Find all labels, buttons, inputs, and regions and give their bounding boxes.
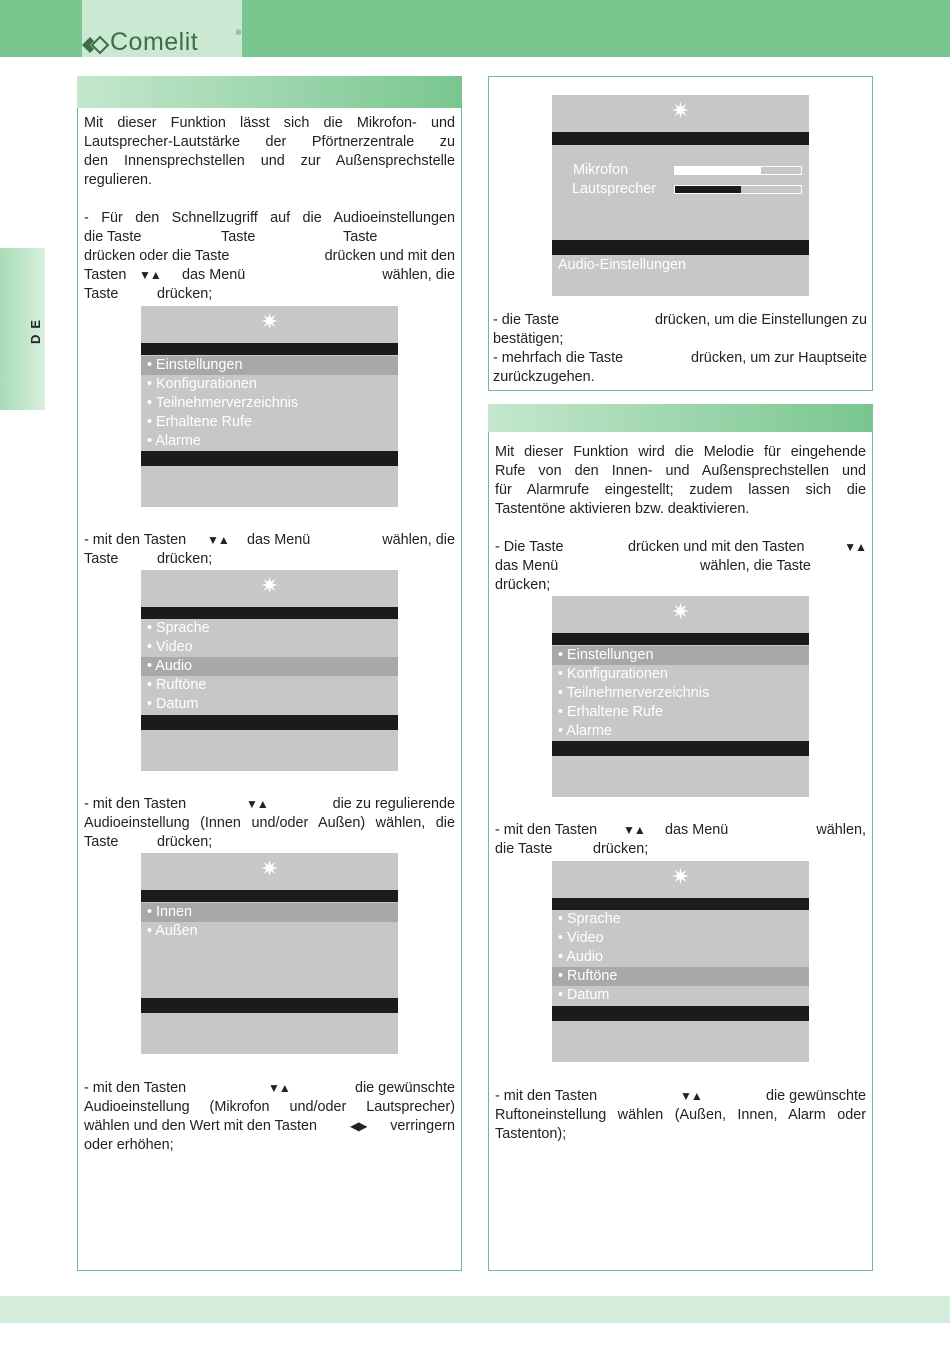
menu-item[interactable]: • Video xyxy=(147,639,193,655)
text-fragment: - mit den Tasten xyxy=(495,822,598,838)
intro-line: regulieren. xyxy=(84,172,152,188)
menu-item-selected[interactable]: • Einstellungen xyxy=(141,356,398,375)
step-line xyxy=(495,821,866,840)
text-fragment: das Menü xyxy=(247,532,311,548)
step-line: Tastenton); xyxy=(495,1126,567,1142)
menu-item-selected[interactable]: • Audio xyxy=(141,657,398,676)
step-line xyxy=(84,550,455,569)
step-line xyxy=(84,266,455,285)
screen-status-bar xyxy=(552,1006,809,1021)
screen-title-bar xyxy=(552,633,809,645)
step-line xyxy=(495,1087,866,1106)
text-fragment: - mit den Tasten xyxy=(84,796,187,812)
text-fragment: Taste xyxy=(84,286,119,302)
device-screen-main-menu xyxy=(141,306,398,507)
menu-item-selected[interactable]: • Innen xyxy=(141,903,398,922)
screen-status-bar xyxy=(552,240,809,255)
text-fragment: wählen, die xyxy=(382,532,455,548)
step-line xyxy=(84,228,455,247)
left-step2-text xyxy=(84,531,455,569)
step-line: Ruftoneinstellung wählen (Außen, Innen, Alarm oder xyxy=(495,1107,866,1123)
text-fragment: drücken; xyxy=(593,841,649,857)
text-fragment: drücken und mit den xyxy=(324,248,455,264)
step-line xyxy=(84,1117,455,1136)
text-fragment: wählen, xyxy=(816,822,866,838)
speaker-label: Lautsprecher xyxy=(572,181,656,197)
menu-item[interactable]: • Datum xyxy=(558,987,610,1003)
text-fragment: Taste xyxy=(343,229,378,245)
text-fragment: das Menü xyxy=(182,267,246,283)
intro-line: den Innensprechstellen und zur Außensprechstelle xyxy=(84,153,455,169)
screen-title-bar xyxy=(141,890,398,902)
screen-status-bar xyxy=(552,741,809,756)
step-line xyxy=(84,795,455,814)
text-fragment: - mehrfach die Taste xyxy=(493,350,624,366)
text-fragment: die Taste xyxy=(84,229,142,245)
brand-registered-mark: ® xyxy=(236,30,242,37)
device-screen-audio-settings xyxy=(552,95,809,296)
menu-item[interactable]: • Teilnehmerverzeichnis xyxy=(558,685,710,701)
star-burst-icon: ✷ xyxy=(260,856,279,881)
text-fragment: die Taste xyxy=(495,841,553,857)
step-line: oder erhöhen; xyxy=(84,1137,174,1153)
star-burst-icon: ✷ xyxy=(671,98,690,123)
text-fragment: Taste xyxy=(221,229,256,245)
left-step3-text xyxy=(84,795,455,852)
screen-title-bar xyxy=(552,132,809,145)
step-line: bestätigen; xyxy=(493,331,564,347)
side-tab-label-wrap xyxy=(28,314,48,354)
text-fragment: drücken, um zur Hauptseite xyxy=(691,350,867,366)
screen-status-bar xyxy=(141,715,398,730)
speaker-level-bar[interactable] xyxy=(674,185,802,194)
menu-item[interactable]: • Sprache xyxy=(147,620,210,636)
text-fragment: wählen, die xyxy=(382,267,455,283)
text-fragment: Taste xyxy=(84,551,119,567)
mic-level-fill xyxy=(675,167,761,174)
up-down-arrows-icon: ▼▲ xyxy=(139,268,161,282)
text-fragment: wählen, die Taste xyxy=(700,558,811,574)
brand-logo-text: Comelit xyxy=(110,28,199,56)
up-down-arrows-icon: ▼▲ xyxy=(623,823,645,837)
step-line: Audioeinstellung (Innen und/oder Außen) wählen, die xyxy=(84,815,455,831)
menu-item[interactable]: • Alarme xyxy=(147,433,201,449)
text-fragment: die gewünschte xyxy=(765,1088,866,1104)
side-tab-label: DE xyxy=(28,313,43,344)
menu-item[interactable]: • Ruftöne xyxy=(147,677,207,693)
text-fragment: drücken oder die Taste xyxy=(84,248,230,264)
mic-label: Mikrofon xyxy=(573,162,629,178)
device-screen-settings-menu xyxy=(141,570,398,771)
right-intro-text xyxy=(495,443,866,519)
star-burst-icon: ✷ xyxy=(260,309,279,334)
right-step3-text xyxy=(495,1087,866,1144)
step-line: drücken; xyxy=(495,577,551,593)
menu-item[interactable]: • Konfigurationen xyxy=(147,376,257,392)
right-step1-text xyxy=(495,538,866,595)
up-down-arrows-icon: ▼▲ xyxy=(680,1089,702,1103)
device-screen-audio-targets xyxy=(141,853,398,1054)
text-fragment: drücken und mit den Tasten xyxy=(628,539,805,555)
intro-line: Mit dieser Funktion wird die Melodie für eingehende xyxy=(495,444,866,460)
text-fragment: das Menü xyxy=(665,822,729,838)
step-line xyxy=(84,1079,455,1098)
step-line: zurückzugehen. xyxy=(493,369,595,385)
step-line: Audioeinstellung (Mikrofon und/oder Lautsprecher) xyxy=(84,1099,455,1115)
menu-item[interactable]: • Konfigurationen xyxy=(558,666,668,682)
menu-item-selected[interactable]: • Einstellungen xyxy=(552,646,809,665)
text-fragment: drücken; xyxy=(157,286,213,302)
text-fragment: die gewünschte xyxy=(354,1080,455,1096)
screen-status-bar xyxy=(141,451,398,466)
menu-item[interactable]: • Audio xyxy=(558,949,604,965)
footer-bar xyxy=(0,1296,950,1323)
left-section-header xyxy=(77,76,462,108)
comelit-logo-icon xyxy=(82,35,110,55)
menu-item[interactable]: • Teilnehmerverzeichnis xyxy=(147,395,299,411)
menu-item[interactable]: • Erhaltene Rufe xyxy=(558,704,664,720)
menu-item[interactable]: • Außen xyxy=(147,923,198,939)
right-confirm-text xyxy=(493,311,867,387)
up-down-arrows-icon: ▼▲ xyxy=(246,797,268,811)
menu-item-selected[interactable]: • Ruftöne xyxy=(552,967,809,986)
up-down-arrows-icon: ▼▲ xyxy=(207,533,229,547)
star-burst-icon: ✷ xyxy=(260,573,279,598)
device-screen-main-menu-2 xyxy=(552,596,809,797)
intro-line: Rufe von den Innen- und Außensprechstellen und xyxy=(495,463,866,479)
intro-line: Lautsprecher-Lautstärke der Pförtnerzentrale zu xyxy=(84,134,455,150)
step-line xyxy=(495,557,866,576)
text-fragment: - mit den Tasten xyxy=(84,1080,187,1096)
step-line xyxy=(84,247,455,266)
text-fragment: - die Taste xyxy=(493,312,560,328)
menu-item[interactable]: • Erhaltene Rufe xyxy=(147,414,253,430)
text-fragment: die zu regulierende xyxy=(332,796,455,812)
step-line xyxy=(495,538,866,557)
text-fragment: - Die Taste xyxy=(495,539,564,555)
text-fragment: - mit den Tasten xyxy=(84,532,187,548)
step-line xyxy=(84,531,455,550)
screen-status-bar xyxy=(141,998,398,1013)
menu-item[interactable]: • Alarme xyxy=(558,723,612,739)
menu-item[interactable]: • Sprache xyxy=(558,911,621,927)
step-line xyxy=(495,840,866,859)
up-down-arrows-icon: ▼▲ xyxy=(268,1081,290,1095)
screen-title-bar xyxy=(141,343,398,355)
star-burst-icon: ✷ xyxy=(671,864,690,889)
device-screen-settings-menu-2 xyxy=(552,861,809,1062)
step-line xyxy=(493,349,867,368)
text-fragment: drücken, um die Einstellungen zu xyxy=(655,312,867,328)
text-fragment: verringern xyxy=(390,1118,455,1134)
speaker-level-fill xyxy=(675,186,741,193)
text-fragment: das Menü xyxy=(495,558,559,574)
step-line: - Für den Schnellzugriff auf die Audioeinstellungen xyxy=(84,210,455,226)
text-fragment: wählen und den Wert mit den Tasten xyxy=(84,1118,318,1134)
step-line xyxy=(493,311,867,330)
text-fragment: Tasten xyxy=(84,267,127,283)
text-fragment: - mit den Tasten xyxy=(495,1088,598,1104)
text-fragment: drücken; xyxy=(157,551,213,567)
intro-line: Mit dieser Funktion lässt sich die Mikrofon- und xyxy=(84,115,455,131)
step-line xyxy=(84,285,455,304)
right-section-header xyxy=(488,404,873,432)
text-fragment: drücken; xyxy=(157,834,213,850)
left-step4-text xyxy=(84,1079,455,1155)
mic-level-bar[interactable] xyxy=(674,166,802,175)
menu-item[interactable]: • Video xyxy=(558,930,604,946)
up-down-arrows-icon: ▼▲ xyxy=(844,540,866,554)
left-step1-text xyxy=(84,209,455,304)
text-fragment: Taste xyxy=(84,834,119,850)
screen-footer-label: Audio-Einstellungen xyxy=(558,257,687,273)
right-step2-text xyxy=(495,821,866,859)
intro-line: für Alarmrufe eingestellt; zudem lassen sich die xyxy=(495,482,866,498)
star-burst-icon: ✷ xyxy=(671,599,690,624)
screen-title-bar xyxy=(141,607,398,619)
left-intro-text xyxy=(84,114,455,190)
intro-line: Tastentöne aktivieren bzw. deaktivieren. xyxy=(495,501,750,517)
left-right-arrows-icon: ◀▶ xyxy=(350,1119,367,1133)
screen-title-bar xyxy=(552,898,809,910)
step-line xyxy=(84,833,455,852)
menu-item[interactable]: • Datum xyxy=(147,696,199,712)
